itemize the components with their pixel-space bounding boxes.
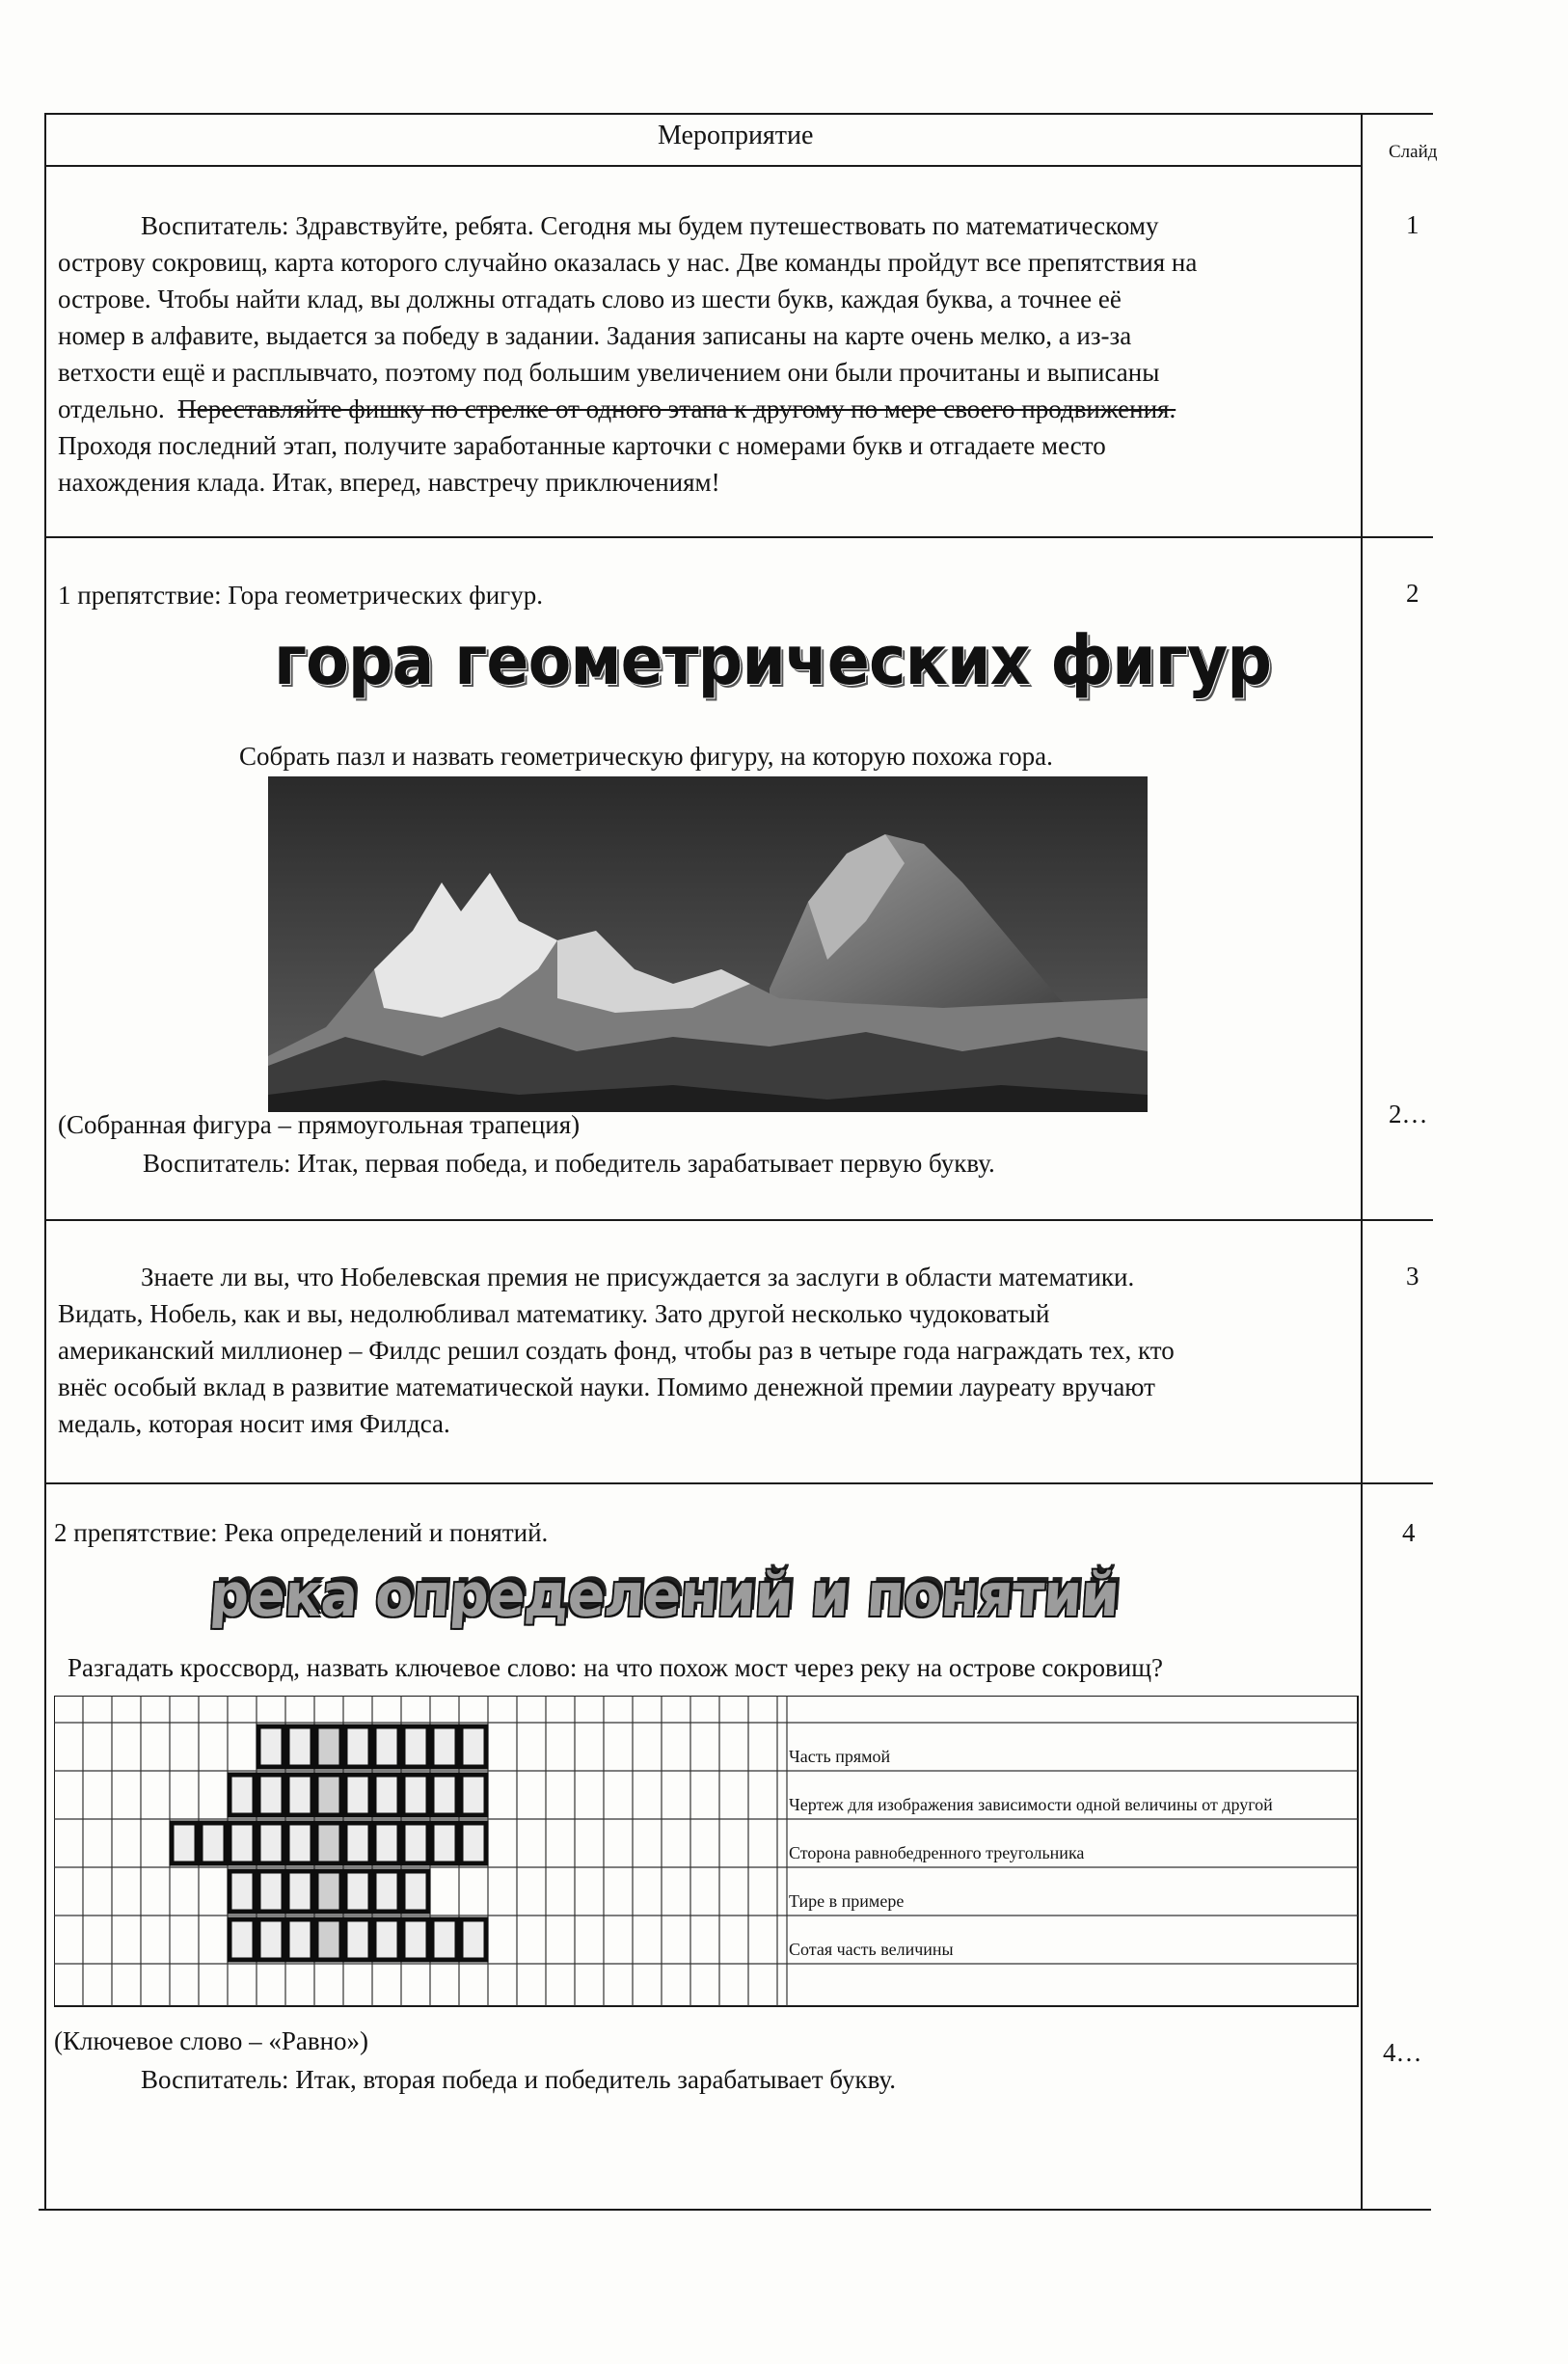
table-bottom-border	[39, 2209, 1431, 2211]
slide-number-3: 3	[1406, 1262, 1419, 1291]
crossword-clue-5: Сотая часть величины	[789, 1940, 954, 1959]
crossword-cell	[374, 1726, 399, 1767]
crossword-clue-2: Чертеж для изображения зависимости одной величины от другой	[789, 1795, 1273, 1814]
crossword-cell	[287, 1871, 312, 1912]
crossword-cell	[403, 1871, 428, 1912]
intro-line: Проходя последний этап, получите заработанные карточки с номерами букв и отгадаете место	[58, 431, 1106, 460]
obstacle-1-title: 1 препятствие: Гора геометрических фигур.	[58, 581, 544, 610]
crossword-cell	[461, 1823, 486, 1863]
header-bottom-border	[44, 165, 1362, 167]
slide-number-1: 1	[1406, 210, 1419, 239]
crossword-cell	[345, 1775, 370, 1815]
victory-2-text: Воспитатель: Итак, вторая победа и победитель зарабатывает букву.	[141, 2065, 896, 2094]
crossword-cell	[432, 1775, 457, 1815]
crossword-cell	[461, 1726, 486, 1767]
crossword-clue-4: Тире в примере	[789, 1891, 905, 1911]
crossword-cell	[432, 1726, 457, 1767]
crossword-cell	[432, 1919, 457, 1960]
crossword-cell	[316, 1871, 341, 1912]
crossword-cell	[287, 1726, 312, 1767]
crossword-cell	[258, 1919, 284, 1960]
slide-number-2: 2	[1406, 579, 1419, 608]
crossword-cell	[316, 1726, 341, 1767]
crossword-cell	[258, 1823, 284, 1863]
intro-paragraph	[58, 207, 1350, 501]
crossword-cell	[461, 1919, 486, 1960]
crossword-cell	[258, 1775, 284, 1815]
fields-line: медаль, которая носит имя Филдса.	[58, 1409, 450, 1438]
crossword-cell	[287, 1919, 312, 1960]
crossword-clue-1: Часть прямой	[789, 1747, 891, 1766]
fields-line: американский миллионер – Филдс решил создать фонд, чтобы раз в четыре года награждать тех, кто	[58, 1336, 1175, 1365]
crossword-cell	[258, 1871, 284, 1912]
obstacle-2-title: 2 препятствие: Река определений и понятий.	[54, 1518, 549, 1547]
crossword-cell	[230, 1775, 255, 1815]
crossword-cell	[403, 1726, 428, 1767]
slide-number-4: 4	[1402, 1518, 1416, 1547]
crossword-cell	[403, 1775, 428, 1815]
crossword-cell	[461, 1775, 486, 1815]
wordart-river-title: река определений и понятий	[207, 1560, 1122, 1630]
fields-line: Видать, Нобель, как и вы, недолюбливал математику. Зато другой несколько чудоковатый	[58, 1299, 1050, 1328]
fields-line: внёс особый вклад в развитие математической науки. Помимо денежной премии лауреату вручают	[58, 1372, 1155, 1401]
slide-number-4-cont: 4…	[1383, 2038, 1422, 2067]
crossword-cell	[230, 1919, 255, 1960]
crossword-answer: (Ключевое слово – «Равно»)	[54, 2026, 369, 2055]
crossword	[54, 1696, 1362, 2015]
crossword-cell	[374, 1775, 399, 1815]
crossword-cell	[403, 1823, 428, 1863]
row2-bottom-border	[44, 1219, 1433, 1221]
puzzle-answer: (Собранная фигура – прямоугольная трапеция)	[58, 1110, 581, 1139]
crossword-cell	[345, 1823, 370, 1863]
intro-line: номер в алфавите, выдается за победу в задании. Задания записаны на карте очень мелко, а из-за	[58, 321, 1132, 350]
crossword-cell	[432, 1823, 457, 1863]
crossword-cell	[316, 1919, 341, 1960]
wordart-mountain-title: гора геометрических фигур	[274, 621, 1272, 700]
crossword-cell	[374, 1823, 399, 1863]
intro-line: ветхости ещё и расплывчато, поэтому под большим увеличением они были прочитаны и выписаны	[58, 358, 1160, 387]
intro-line	[58, 391, 1350, 427]
intro-line-start: отдельно.	[58, 394, 165, 423]
crossword-cell	[374, 1871, 399, 1912]
crossword-cell	[287, 1823, 312, 1863]
slide-number-2-cont: 2…	[1389, 1100, 1428, 1128]
crossword-cell	[316, 1823, 341, 1863]
table-left-border	[44, 113, 46, 2211]
intro-line: острове. Чтобы найти клад, вы должны отгадать слово из шести букв, каждая буква, а точнее её	[58, 285, 1122, 313]
crossword-cell	[258, 1726, 284, 1767]
intro-line: острову сокровищ, карта которого случайно оказалась у нас. Две команды пройдут все препятствия на	[58, 248, 1198, 277]
struck-instruction: Переставляйте фишку по стрелке от одного этапа к другому по мере своего продвижения.	[177, 394, 1176, 423]
crossword-cell	[345, 1871, 370, 1912]
crossword-cell	[287, 1775, 312, 1815]
crossword-cell	[403, 1919, 428, 1960]
crossword-cell	[230, 1823, 255, 1863]
fields-paragraph	[58, 1259, 1350, 1442]
fields-line: Знаете ли вы, что Нобелевская премия не присуждается за заслуги в области математики.	[141, 1263, 1135, 1291]
table-top-border	[44, 113, 1433, 115]
crossword-cell	[316, 1775, 341, 1815]
event-column-header: Мероприятие	[658, 121, 814, 150]
crossword-cell	[230, 1871, 255, 1912]
crossword-clue-3: Сторона равнобедренного треугольника	[789, 1843, 1085, 1862]
crossword-cell	[345, 1726, 370, 1767]
row3-bottom-border	[44, 1482, 1433, 1484]
puzzle-task: Собрать пазл и назвать геометрическую фигуру, на которую похожа гора.	[239, 742, 1053, 771]
intro-line: нахождения клада. Итак, вперед, навстречу приключениям!	[58, 468, 720, 497]
intro-line: Воспитатель: Здравствуйте, ребята. Сегодня мы будем путешествовать по математическому	[141, 211, 1159, 240]
crossword-cell	[345, 1919, 370, 1960]
slide-column-header: Слайд	[1389, 142, 1438, 162]
mountain-photo	[268, 776, 1148, 1112]
victory-1-text: Воспитатель: Итак, первая победа, и победитель зарабатывает первую букву.	[143, 1149, 995, 1178]
crossword-cell	[172, 1823, 197, 1863]
crossword-cell	[374, 1919, 399, 1960]
row1-bottom-border	[44, 536, 1433, 538]
crossword-cell	[201, 1823, 226, 1863]
crossword-task: Разгадать кроссворд, назвать ключевое слово: на что похож мост через реку на острове сокровищ?	[68, 1653, 1164, 1682]
